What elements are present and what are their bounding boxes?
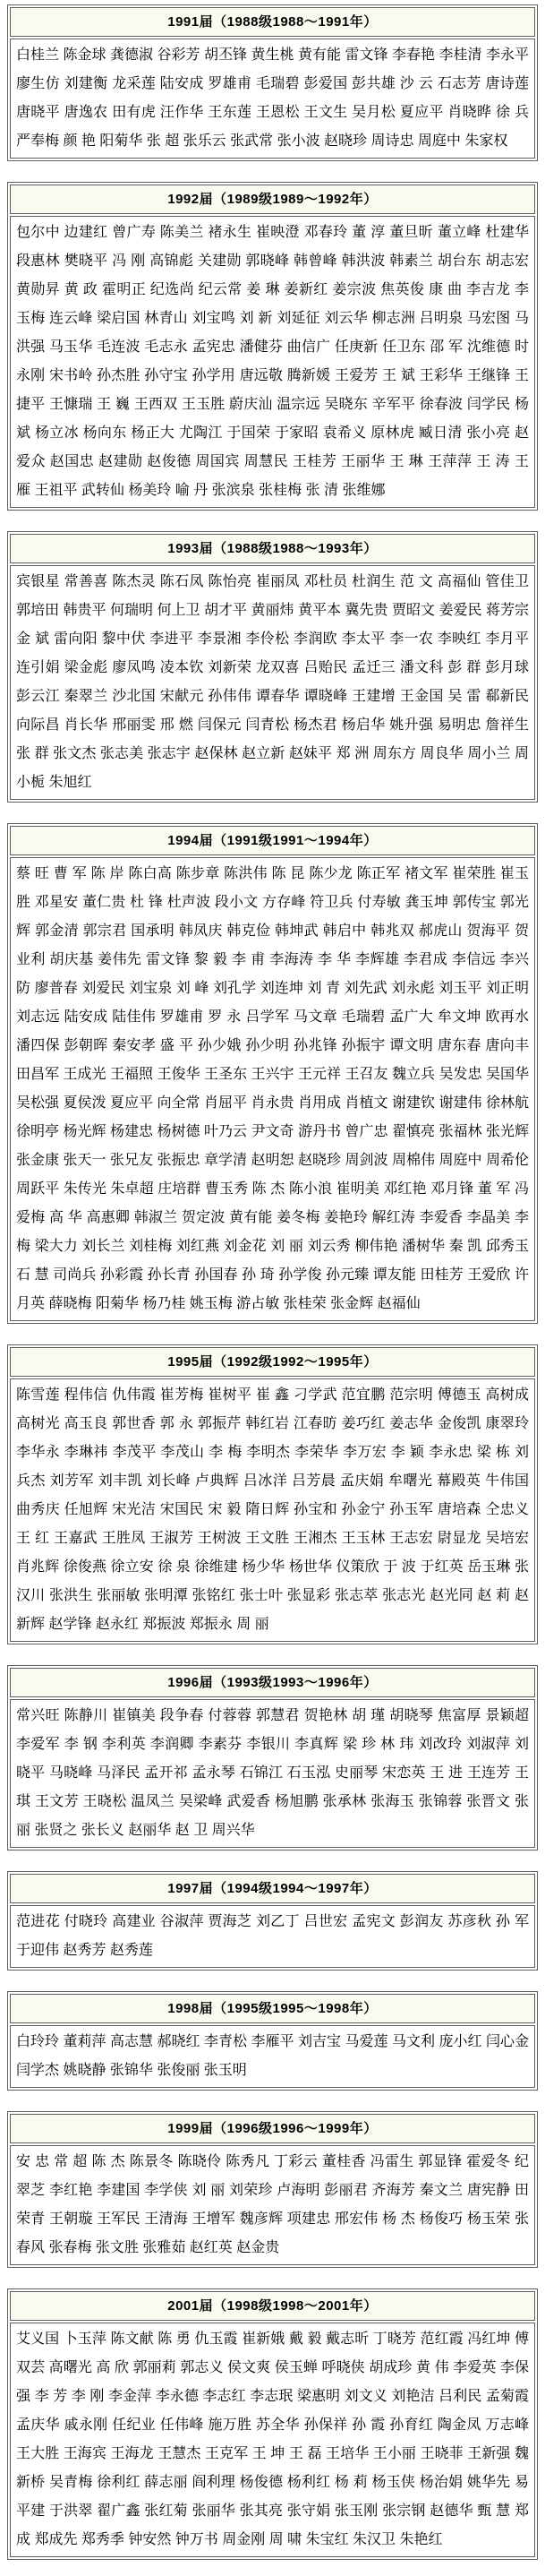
grade-names-1991: 白桂兰 陈金球 龚德淑 谷彩芳 胡丕锋 黄生桃 黄有能 雷文锋 李春艳 李桂清 李永平 廖生仿 刘建衡 龙采莲 陆安成 罗雄甫 毛瑞碧 彭爱国 彭共雄 沙 云 石志芳 唐诗莲 唐晓平 唐逸农 田有虎 汪作华 王东莲 王恩松 王文生 吴月松 夏应平 肖晓晔 徐 兵 严奉梅 颜 艳 阳菊华 张 超 张乐云 张武常 张小波 赵晓珍 周诗忠 周庭中 朱家权 — [10, 39, 535, 159]
grade-header-1995: 1995届（1992级1992～1995年） — [10, 1347, 535, 1377]
grade-section-1993 — [7, 531, 538, 803]
grade-names-1994: 蔡 旺 曹 军 陈 岸 陈白高 陈步章 陈洪伟 陈 昆 陈少龙 陈正军 褚文军 崔荣胜 崔玉胜 邓星安 董仁贵 杜 锋 杜声波 段小文 方存峰 符卫兵 付寿敏 龚玉坤 郭传宝 郭光辉 郭金清 郭宗君 国承明 韩凤庆 韩克俭 韩坤武 韩启中 韩兆双 郝虎山 贺海平 贺业利 胡庆基 姜伟先 雷文锋 黎 毅 李 甫 李海涛 李 华 李辉雄 李君成 李信远 李兴防 廖普春 刘爱民 刘宝泉 刘 峰 刘孔学 刘连坤 刘 青 刘先武 刘永彪 刘玉平 刘正明 刘志远 陆安成 陆佳伟 罗雄甫 罗 永 吕学军 马文章 毛瑞碧 孟广大 牟文坤 欧再水 潘四保 彭朝晖 秦安孝 盛 平 孙少娥 孙少明 孙兆锋 孙振宇 谭文明 唐东春 唐向丰 田昌军 王成光 王福照 王俊华 王圣东 王兴宇 王元祥 王召友 魏立兵 吴发忠 吴国华 吴松强 夏侯泼 夏应平 向全常 肖屈平 肖永贵 肖用成 肖植文 谢建钦 谢建伟 徐林航 徐明亭 杨光辉 杨建忠 杨树德 叶乃云 尹文奇 游丹书 曾广忠 翟慎亮 张福林 张光辉 张金康 张天一 张兄友 张振忠 章学清 赵明恕 赵晓珍 周剑波 周棉伟 周庭中 周希伦 周跃平 朱传光 朱卓超 庄培群 曹玉秀 陈 杰 陈小浪 崔明美 邓红艳 邓月锋 董 军 冯爱梅 高 华 高惠卿 韩淑兰 贺定波 黄有能 姜冬梅 姜艳玲 解红涛 李爱香 李晶美 李 梅 梁大力 刘长兰 刘桂梅 刘红燕 刘金花 刘 丽 刘云秀 柳伟艳 潘树华 秦 凯 邱秀玉 石 慧 司尚兵 孙彩霞 孙长青 孙国春 孙 琦 孙学俊 孙元臻 谭友能 田桂芳 王爱欣 许月英 薛晓梅 阳菊华 杨乃桂 姚玉梅 游占敏 张桂荣 张金辉 赵福仙 — [10, 857, 535, 1321]
grade-header-1999: 1999届（1996级1996～1999年） — [10, 2114, 535, 2143]
grade-names-1999: 安 忠 常 超 陈 杰 陈景冬 陈晓伶 陈秀凡 丁彩云 董桂香 冯雷生 郭显锋 霍爱冬 纪翠芝 李红艳 李建国 李学侠 刘 丽 刘荣珍 卢海明 彭丽君 齐海芳 秦文兰 唐宪静 田荣青 王朝璇 王军民 王清海 王增军 魏彦辉 项建忠 邢宏伟 杨 杰 杨俊巧 杨玉荣 张春风 张春梅 张文胜 张雅茹 赵红英 赵金贵 — [10, 2145, 535, 2265]
grade-section-1995 — [7, 1344, 538, 1644]
grade-names-1998: 白玲玲 董莉萍 高志慧 郝晓红 李青松 李雁平 刘吉宝 马爱莲 马文利 庞小红 闫心金 闫学杰 姚晓静 张锦华 张俊丽 张玉明 — [10, 2025, 535, 2088]
grade-section-1992 — [7, 182, 538, 511]
grade-section-1997 — [7, 1871, 538, 1971]
grade-header-1996: 1996届（1993级1993～1996年） — [10, 1668, 535, 1697]
grade-names-1993: 宾银星 常善喜 陈杰灵 陈石凤 陈怡亮 崔丽凤 邓杜员 杜润生 范 文 高福仙 管佳卫 郭培田 韩贵平 何瑞明 何上卫 胡才平 黄丽炜 黄平本 冀先贵 贾昭文 姜爱民 蒋芳宗 金 斌 雷向阳 黎中伏 李进平 李景湘 李伶松 李润欧 李太平 李一农 李映红 李月平 连引娟 梁金彪 廖凤鸣 凌本钦 刘新荣 龙双喜 吕贻民 孟迁三 潘文科 彭 群 彭月球 彭云江 秦翠兰 沙北国 宋献元 孙伟伟 谭春华 谭晓峰 王建增 王金国 吴 雷 郗新民 向际昌 肖长华 邢丽雯 邢 燃 闫保元 闫青松 杨杰君 杨启华 姚升强 易明忠 詹祥生 张 群 张文杰 张志美 张志宇 赵保林 赵立新 赵妹平 郑 洲 周东方 周良华 周小兰 周小栀 朱旭红 — [10, 565, 535, 800]
grade-names-1997: 范进花 付晓玲 高建业 谷淑萍 贾海芝 刘乙丁 吕世宏 孟宪文 彭润友 苏彦秋 孙 军 于迎伟 赵秀芳 赵秀莲 — [10, 1905, 535, 1968]
grade-header-1994: 1994届（1991级1991～1994年） — [10, 826, 535, 855]
grade-header-1998: 1998届（1995级1995～1998年） — [10, 1994, 535, 2023]
grade-section-2001 — [7, 2288, 538, 2560]
grade-section-1998 — [7, 1991, 538, 2091]
grade-names-1992: 包尔中 边建红 曾广寿 陈美兰 褚永生 崔映澄 邓春玲 董 淳 董旦昕 董立峰 杜建华 段惠林 樊晓平 冯 刚 高锦彪 关建勋 郭晓峰 韩曾峰 韩洪波 韩素兰 胡台东 胡志宏 黄勋昇 黄 政 霍明正 纪选尚 纪云常 姜 琳 姜新红 姜宗波 焦英俊 康 曲 李吉龙 李玉梅 连云峰 梁启国 林青山 刘宝鸣 刘 新 刘延征 刘云华 柳志洲 吕明泉 马宏图 马洪强 马玉华 毛连波 毛志永 孟宪忠 潘健芬 曲信广 任庚新 任卫东 邵 军 沈维德 时永刚 宋书岭 孙杰胜 孙守宝 孙学用 唐远敬 腾新媛 王爱芳 王 斌 王彩华 王继锋 王捷平 王慷瑞 王 巍 王西双 王玉胜 蔚庆汕 温宗远 吴晓东 辛军平 徐春波 闫学民 杨 斌 杨立冰 杨向东 杨正大 尤陶江 于国荣 于家昭 袁希义 原林虎 臧日清 张小亮 赵爱众 赵国忠 赵建勋 赵俊德 周国宾 周慧民 王桂芳 王丽华 王 琳 王萍萍 王 涛 王 雁 王祖平 武转仙 杨美玲 喻 丹 张滨泉 张桂梅 张 清 张维娜 — [10, 216, 535, 508]
grade-header-1993: 1993届（1988级1988～1993年） — [10, 534, 535, 563]
grade-names-2001: 艾义国 卜玉萍 陈文献 陈 勇 仇玉霞 崔新娥 戴 毅 戴志昕 丁晓芳 范红霞 冯红坤 傅双芸 高曙光 高 欣 郭丽莉 郭志义 侯文爽 侯玉蝉 呼晓侠 胡成珍 黄 伟 李爱英 李保强 李 芳 李 刚 李金萍 李永德 李志红 李志珉 梁惠明 刘文义 刘艳洁 吕利民 孟菊霞 孟庆华 戚永刚 任纪业 任伟峰 施万胜 苏全华 孙保祥 孙 霞 孙育红 陶金凤 万志峰 王大胜 王海宾 王海龙 王慧杰 王克军 王 坤 王 磊 王培华 王小丽 王晓菲 王新强 魏新桥 吴青梅 徐利红 薛志丽 阎利理 杨俊德 杨利红 杨 莉 杨玉侠 杨治娟 姚华先 易平建 于洪翠 翟广鑫 张红菊 张丽华 张其亮 张守娟 张玉刚 张宗钢 赵德华 甄 慧 郑 成 郑成先 郑秀季 钟安然 钟万书 周金刚 周 啸 朱宝红 朱汉卫 朱艳红 — [10, 2323, 535, 2557]
grade-header-1997: 1997届（1994级1994～1997年） — [10, 1874, 535, 1903]
grade-header-1991: 1991届（1988级1988～1991年） — [10, 7, 535, 37]
grade-section-1991 — [7, 4, 538, 161]
grade-section-1994 — [7, 823, 538, 1324]
grade-section-1996 — [7, 1665, 538, 1850]
grade-section-1999 — [7, 2111, 538, 2268]
grade-header-2001: 2001届（1998级1998～2001年） — [10, 2291, 535, 2321]
grade-names-1995: 陈雪莲 程伟信 仇伟霞 崔芳梅 崔树平 崔 鑫 刁学武 范宜鹏 范宗明 傅德玉 高树成 高树光 高玉良 郭世香 郭 永 郭振芹 韩红岩 江春昉 姜巧红 姜志华 金俊凯 康翠玲 李华永 李琳祎 李茂平 李茂山 李 梅 李明杰 李荣华 李万宏 李 颖 李永忠 梁 栋 刘兵杰 刘芳军 刘丰凯 刘长峰 卢典辉 吕冰洋 吕芳晨 孟庆娟 牟曙光 幕殿英 牛伟国 曲秀庆 任旭辉 宋光洁 宋国民 宋 毅 隋日辉 孙宝和 孙金宁 孙玉军 唐培森 仝忠义 王 红 王嘉武 王胜凤 王淑芳 王树波 王文胜 王湘杰 王玉林 王志宏 尉显龙 吴培宏 肖兆辉 徐俊燕 徐立安 徐 泉 徐维建 杨少华 杨世华 仪策欣 于 波 于红英 岳玉琳 张汉川 张洪生 张丽敏 张明潭 张铭红 张士叶 张显彩 张志萃 张志光 赵光同 赵 莉 赵新辉 赵学锋 赵永红 郑振波 郑振永 周 丽 — [10, 1378, 535, 1642]
grade-names-1996: 常兴旺 陈静川 崔镇美 段争春 付蓉蓉 郭慧君 贺艳林 胡 瑾 胡晓琴 焦富厚 景颖超 李爱军 李 钢 李利英 李润卿 李素芬 李银川 李真辉 梁 珍 林 玮 刘改玲 刘淑萍 刘晓平 马晓峰 马泽民 孟开祁 孟永琴 石锦江 石玉泓 史丽琴 宋恋英 王 进 王连芳 王 琪 王文芳 王晓松 温凤兰 吴梁峰 武爱香 杨旭鹏 张承林 张海玉 张锦蓉 张晋文 张 丽 张贤之 张长义 赵丽华 赵 卫 周兴华 — [10, 1699, 535, 1848]
grade-header-1992: 1992届（1989级1989～1992年） — [10, 185, 535, 214]
